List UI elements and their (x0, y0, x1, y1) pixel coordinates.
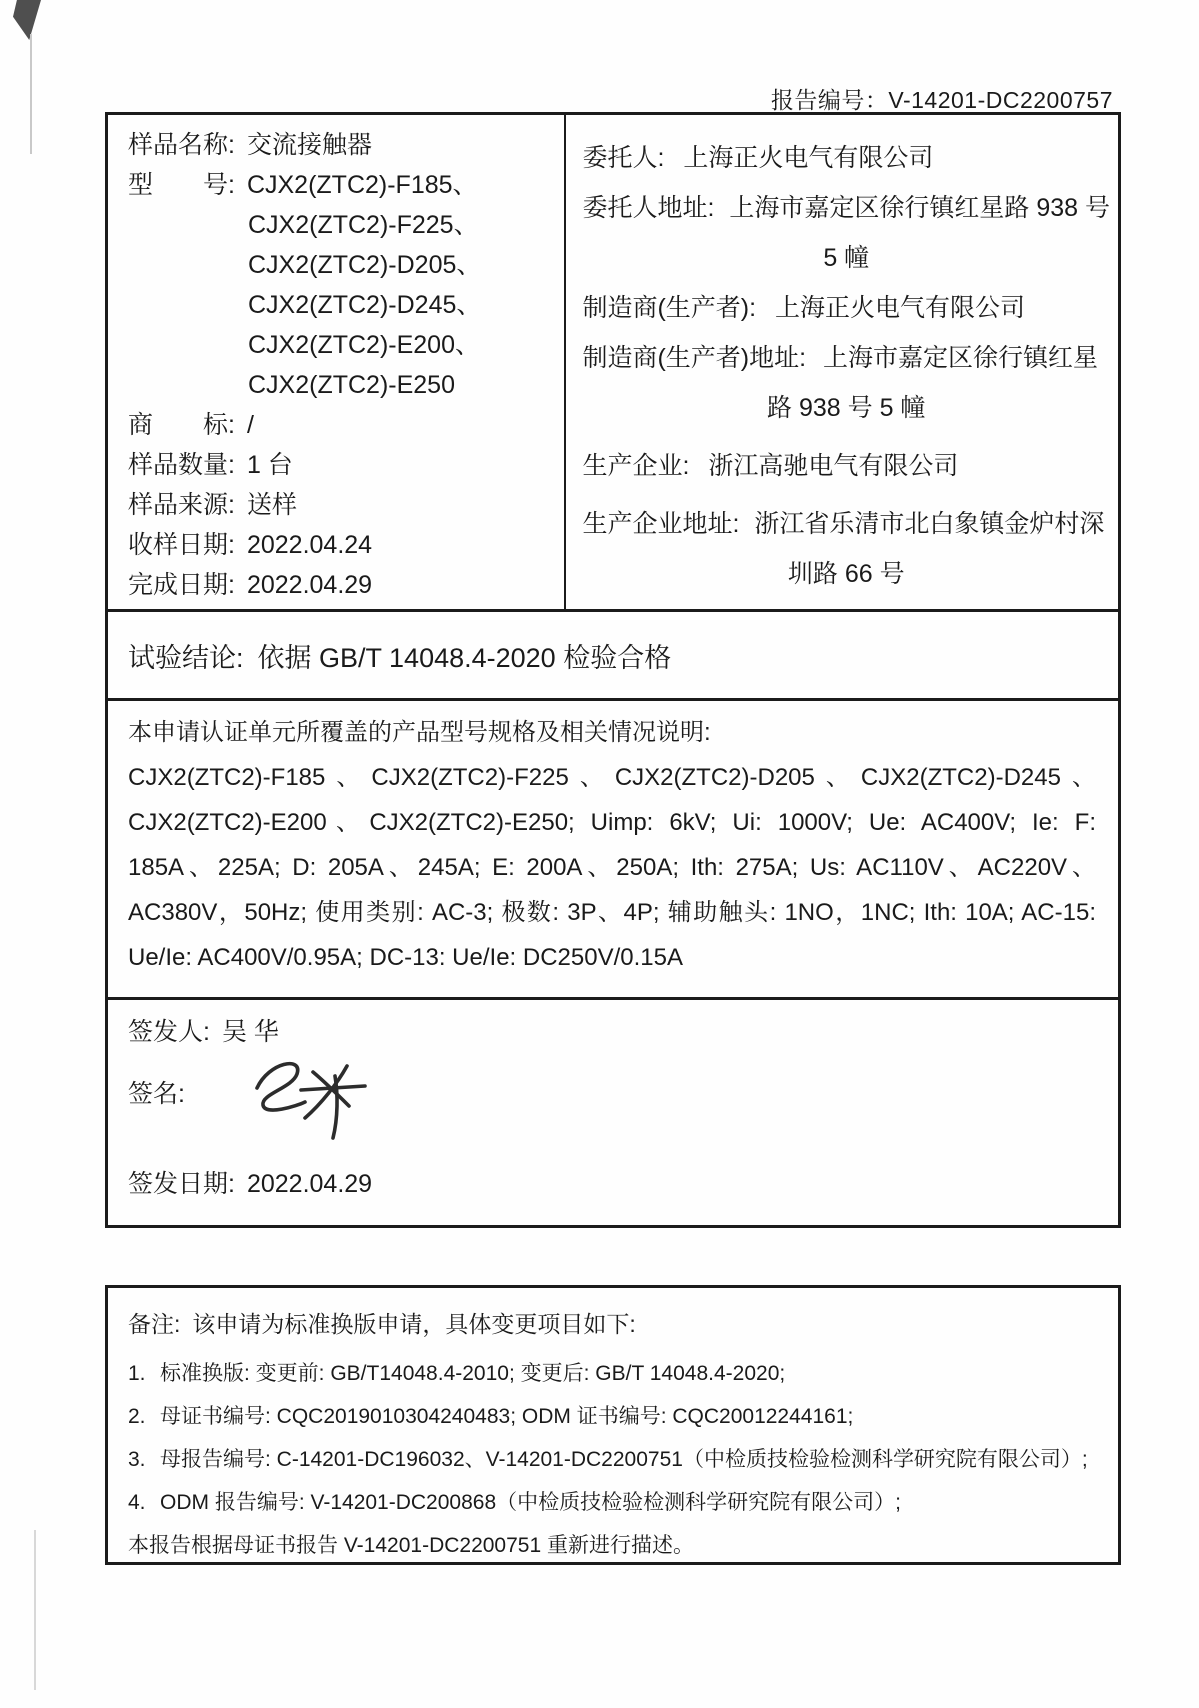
remark-item-3-text: 母报告编号: C-14201-DC196032、V-14201-DC2200751（中检质技检验检测科学研究院有限公司）; (160, 1448, 1088, 1471)
sample-name-row (128, 125, 564, 165)
completed-date-label: 完成日期: (128, 571, 235, 599)
scan-edge-artifact-bottom (34, 1530, 36, 1690)
coverage-line-3: 185A、225A; D: 205A、245A; E: 200A、250A; Ith: 275A; Us: AC110V、AC220V、 (128, 854, 1096, 881)
remarks-label: 备注: (128, 1311, 181, 1337)
received-date-label: 收样日期: (128, 531, 235, 559)
signature-row (128, 1074, 1118, 1154)
coverage-line-5: Ue/Ie: AC400V/0.95A; DC-13: Ue/Ie: DC250V/0.15A (128, 944, 683, 971)
model-value-1: CJX2(ZTC2)-F185、 (246, 171, 478, 199)
producer-row (582, 441, 1110, 491)
coverage-line-4: AC380V，50Hz; 使用类别: AC-3; 极数: 3P、4P; 辅助触头: 1NO，1NC; Ith: 10A; AC-15: (128, 899, 1096, 926)
trademark-value: / (246, 411, 254, 439)
client-label: 委托人: (582, 144, 665, 172)
conclusion-text: 依据 GB/T 14048.4-2020 检验合格 (257, 642, 672, 673)
remarks-intro-text: 该申请为标准换版申请，具体变更项目如下: (192, 1311, 636, 1337)
test-conclusion-section (105, 609, 1121, 701)
issue-date-value: 2022.04.29 (246, 1170, 373, 1198)
remarks-footer: 本报告根据母证书报告 V-14201-DC2200751 重新进行描述。 (128, 1534, 694, 1557)
producer-address-label: 生产企业地址: (582, 510, 740, 538)
coverage-section (105, 698, 1121, 1000)
manufacturer-label: 制造商(生产者): (582, 294, 757, 322)
model-value-4: CJX2(ZTC2)-D245、 (248, 291, 482, 319)
client-address-value: 上海市嘉定区徐行镇红星路 938 号 (729, 194, 1110, 222)
model-value-3: CJX2(ZTC2)-D205、 (248, 251, 482, 279)
manufacturer-row (582, 283, 1110, 333)
remark-item-3-number: 3. (128, 1448, 146, 1471)
remark-item-3 (128, 1438, 1094, 1481)
source-row (128, 485, 564, 525)
client-address-row (582, 183, 1110, 233)
report-number-value: V-14201-DC2200757 (888, 87, 1113, 113)
handwritten-signature-image (243, 1052, 413, 1147)
issue-date-row (128, 1164, 1118, 1204)
conclusion-label: 试验结论: (128, 642, 244, 673)
issuer-name: 吴 华 (221, 1018, 279, 1046)
signature-label: 签名: (128, 1080, 185, 1108)
issuer-label: 签发人: (128, 1018, 210, 1046)
issue-date-label: 签发日期: (128, 1170, 235, 1198)
remark-item-4-text: ODM 报告编号: V-14201-DC200868（中检质技检验检测科学研究院有限公司）; (160, 1491, 901, 1514)
trademark-label: 商 标: (128, 411, 235, 439)
remark-item-4-number: 4. (128, 1491, 146, 1514)
producer-address-cont: 圳路 66 号 (787, 560, 905, 588)
producer-address-row (582, 499, 1110, 549)
quantity-row (128, 445, 564, 485)
model-value-5: CJX2(ZTC2)-E200、 (248, 331, 480, 359)
quantity-label: 样品数量: (128, 451, 235, 479)
coverage-title: 本申请认证单元所覆盖的产品型号规格及相关情况说明: (128, 719, 711, 746)
remark-item-2-number: 2. (128, 1405, 146, 1428)
received-date-value: 2022.04.24 (246, 531, 373, 559)
client-address-cont: 5 幢 (823, 244, 870, 272)
client-info-cell (566, 115, 1118, 609)
model-label: 型 号: (128, 171, 235, 199)
received-date-row (128, 525, 564, 565)
remark-item-1-text: 标准换版: 变更前: GB/T14048.4-2010; 变更后: GB/T 14048.4-2020; (160, 1362, 786, 1385)
client-address-label: 委托人地址: (582, 194, 715, 222)
remark-item-2-text: 母证书编号: CQC2019010304240483; ODM 证书编号: CQC20012244161; (160, 1405, 854, 1428)
model-row (128, 165, 564, 205)
source-label: 样品来源: (128, 491, 235, 519)
producer-value: 浙江高驰电气有限公司 (708, 452, 959, 480)
sample-name-value: 交流接触器 (246, 131, 372, 159)
producer-address-value: 浙江省乐清市北白象镇金炉村深 (754, 510, 1105, 538)
client-row (582, 133, 1110, 183)
completed-date-row (128, 565, 564, 605)
manufacturer-address-label: 制造商(生产者)地址: (582, 344, 807, 372)
report-number-label: 报告编号： (770, 87, 889, 113)
scan-edge-artifact (30, 34, 32, 154)
producer-label: 生产企业: (582, 452, 690, 480)
remarks-intro-row (128, 1304, 1094, 1344)
issuer-section (105, 997, 1121, 1228)
manufacturer-address-cont: 路 938 号 5 幢 (767, 394, 926, 422)
remarks-section (105, 1285, 1121, 1565)
manufacturer-address-row (582, 333, 1110, 383)
coverage-line-2: CJX2(ZTC2)-E200、CJX2(ZTC2)-E250; Uimp: 6kV; Ui: 1000V; Ue: AC400V; Ie: F: (128, 809, 1096, 836)
trademark-row (128, 405, 564, 445)
source-value: 送样 (246, 491, 297, 519)
sample-info-table (105, 112, 1121, 612)
remark-item-4 (128, 1481, 1094, 1524)
coverage-line-1: CJX2(ZTC2)-F185、CJX2(ZTC2)-F225、CJX2(ZTC2)-D205、CJX2(ZTC2)-D245、 (128, 764, 1096, 791)
completed-date-value: 2022.04.29 (246, 571, 373, 599)
remark-item-2 (128, 1395, 1094, 1438)
quantity-value: 1 台 (246, 451, 293, 479)
model-value-6: CJX2(ZTC2)-E250 (248, 371, 455, 399)
report-number-line (105, 82, 1113, 115)
sample-info-cell (108, 115, 566, 609)
scan-corner-artifact (13, 0, 41, 40)
remark-item-1 (128, 1352, 1094, 1395)
remark-item-1-number: 1. (128, 1362, 146, 1385)
manufacturer-address-value: 上海市嘉定区徐行镇红星 (823, 344, 1099, 372)
sample-name-label: 样品名称: (128, 131, 235, 159)
manufacturer-value: 上海正火电气有限公司 (775, 294, 1026, 322)
model-value-2: CJX2(ZTC2)-F225、 (248, 211, 479, 239)
client-value: 上海正火电气有限公司 (683, 144, 934, 172)
issuer-row (128, 1012, 1118, 1052)
